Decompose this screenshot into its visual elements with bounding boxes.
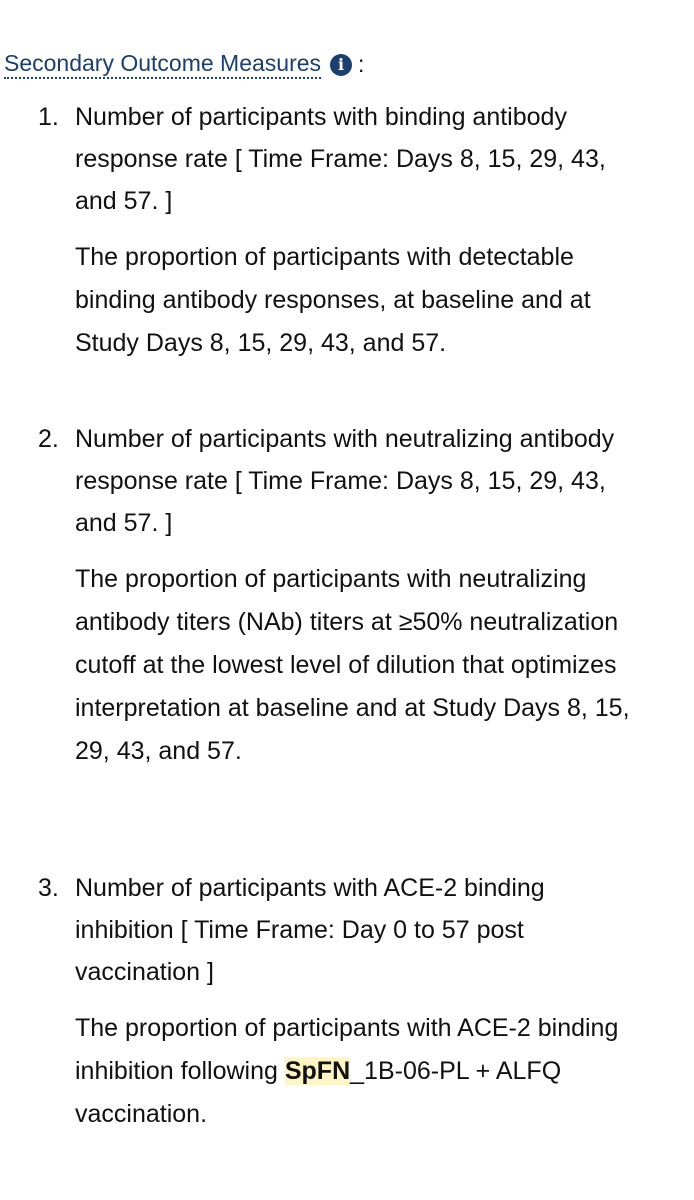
search-highlight: SpFN [284, 1057, 351, 1085]
measure-number: 3. [38, 874, 59, 902]
measure-body [75, 96, 645, 365]
measure-number: 1. [38, 103, 59, 131]
description-text: _1B-06-PL + ALFQ vaccination. [75, 1057, 562, 1128]
measure-title: Number of participants with ACE-2 binding inhibition [ Time Frame: Day 0 to 57 post vaccination ] [75, 874, 545, 986]
description-text: The proportion of participants with ACE-2 binding inhibition following [75, 1014, 619, 1085]
info-icon[interactable]: i [330, 54, 352, 76]
measure-description [75, 1007, 645, 1136]
measure-description: The proportion of participants with neutralizing antibody titers (NAb) titers at ≥50% neutralization cutoff at the lowest level of dilution that optimizes interpretation at baseline and at Study Days 8, 15, 29, 43, and 57. [75, 565, 630, 765]
measure-number: 2. [38, 425, 59, 453]
measure-body [75, 867, 645, 1136]
section-title-link[interactable]: Secondary Outcome Measures [4, 50, 321, 79]
section-header [4, 48, 364, 80]
measure-title: Number of participants with neutralizing antibody response rate [ Time Frame: Days 8, 15, 29, 43, and 57. ] [75, 425, 615, 537]
measure-title: Number of participants with binding antibody response rate [ Time Frame: Days 8, 15, 29, 43, and 57. ] [75, 103, 606, 215]
header-colon: : [358, 50, 365, 77]
measure-description: The proportion of participants with detectable binding antibody responses, at baseline and at Study Days 8, 15, 29, 43, and 57. [75, 243, 591, 357]
measure-body [75, 418, 645, 773]
